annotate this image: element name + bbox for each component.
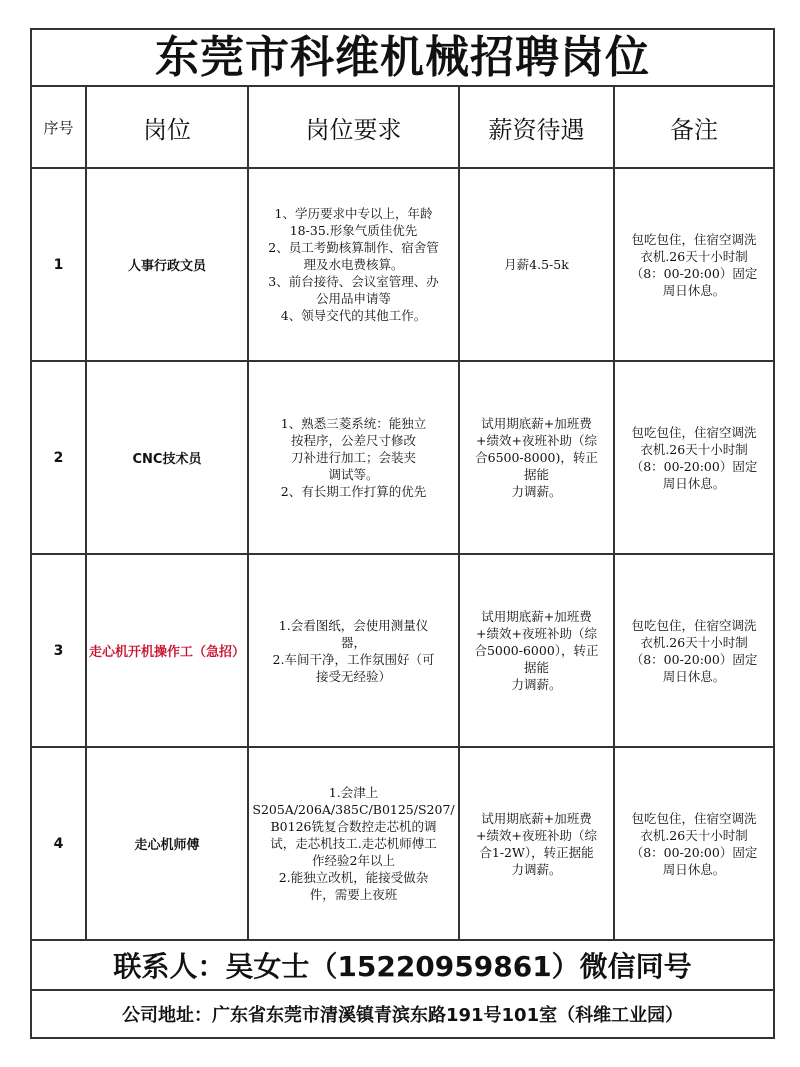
requirements-line: 1、学历要求中专以上，年龄 (274, 206, 433, 221)
salary-line: +绩效+夜班补助（综 (476, 827, 597, 843)
requirements-line: 3、前台接待、会议室管理、办 (268, 274, 439, 289)
notes-line: 衣机.26天十小时制 (640, 441, 748, 457)
notes-line: 包吃包住，住宿空调洗 (631, 424, 757, 440)
salary-line: 合6500-8000)，转正 (475, 450, 598, 465)
notes-line: （8：00-20:00）固定 (630, 651, 758, 667)
salary-line: 力调薪。 (511, 677, 562, 692)
notes-line: 周日休息。 (662, 668, 726, 684)
requirements-line: S205A/206A/385C/B0125/S207/ (252, 802, 455, 817)
row-seq: 2 (31, 361, 86, 554)
requirements-line: 2、有长期工作打算的优先 (280, 484, 427, 499)
row-seq: 4 (31, 747, 86, 940)
notes-line: （8：00-20:00）固定 (630, 458, 758, 474)
salary-line: 试用期底薪+加班费 (481, 609, 592, 624)
salary-line: 合5000-6000），转正 (474, 643, 599, 658)
header-salary: 薪资待遇 (459, 86, 614, 168)
row-notes (614, 747, 774, 940)
salary-line: 试用期底薪+加班费 (481, 416, 592, 431)
row-salary (459, 554, 614, 747)
requirements-line: 2.能独立改机，能接受做杂 (278, 870, 429, 885)
requirements-line: 刀补进行加工；会装夹 (290, 450, 416, 465)
row-requirements (248, 554, 459, 747)
salary-line: 力调薪。 (511, 861, 562, 877)
requirements-line: 1.会看图纸，会使用测量仪 (278, 617, 429, 633)
requirements-line: 试，走芯机技工.走芯机师傅工 (270, 836, 437, 851)
notes-line: 周日休息。 (662, 861, 726, 877)
header-notes: 备注 (614, 86, 774, 168)
requirements-line: 1、熟悉三菱系统：能独立 (280, 416, 427, 431)
requirements-line: 按程序，公差尺寸修改 (290, 433, 416, 448)
company-address: 公司地址：广东省东莞市清溪镇青滨东路191号101室（科维工业园） (31, 990, 774, 1038)
header-position: 岗位 (86, 86, 248, 168)
requirements-line: 接受无经验） (315, 668, 391, 684)
row-salary (459, 168, 614, 361)
salary-line: +绩效+夜班补助（综 (476, 433, 597, 448)
requirements-line: 器， (340, 634, 366, 650)
row-position: CNC技术员 (86, 361, 248, 554)
salary-line: 力调薪。 (511, 484, 562, 499)
requirements-line: 理及水电费核算。 (303, 257, 404, 272)
row-requirements (248, 747, 459, 940)
row-position: 走心机师傅 (86, 747, 248, 940)
row-seq: 3 (31, 554, 86, 747)
row-requirements (248, 168, 459, 361)
salary-line: 据能 (523, 467, 549, 482)
notes-line: 衣机.26天十小时制 (640, 827, 748, 843)
notes-line: 衣机.26天十小时制 (640, 248, 748, 264)
table-row (31, 361, 774, 554)
row-salary (459, 747, 614, 940)
requirements-line: 2.车间干净，工作氛围好（可 (272, 651, 435, 667)
salary-line: 试用期底薪+加班费 (481, 810, 592, 826)
requirements-line: 作经验2年以上 (312, 853, 395, 868)
table-row (31, 747, 774, 940)
requirements-line: 件，需要上夜班 (309, 887, 398, 902)
requirements-line: 公用品申请等 (315, 291, 391, 306)
notes-line: （8：00-20:00）固定 (630, 265, 758, 281)
row-requirements (248, 361, 459, 554)
row-seq: 1 (31, 168, 86, 361)
requirements-line: 调试等。 (328, 467, 379, 482)
table-row (31, 168, 774, 361)
page-title: 东莞市科维机械招聘岗位 (31, 29, 774, 86)
row-salary (459, 361, 614, 554)
requirements-line: 2、员工考勤核算制作、宿舍管 (268, 240, 439, 255)
contact-info: 联系人：吴女士（15220959861）微信同号 (31, 940, 774, 990)
recruitment-table (30, 28, 775, 1039)
table-row (31, 554, 774, 747)
notes-line: 周日休息。 (662, 282, 726, 298)
notes-line: 周日休息。 (662, 475, 726, 491)
notes-line: 衣机.26天十小时制 (640, 634, 748, 650)
header-seq: 序号 (31, 86, 86, 168)
table-header (31, 86, 774, 168)
notes-line: 包吃包住，住宿空调洗 (631, 231, 757, 247)
requirements-line: 4、领导交代的其他工作。 (280, 308, 427, 323)
salary-line: 月薪4.5-5k (504, 257, 569, 272)
requirements-line: 1.会津上 (328, 785, 379, 800)
row-position: 走心机开机操作工（急招） (86, 554, 248, 747)
row-position: 人事行政文员 (86, 168, 248, 361)
row-notes (614, 361, 774, 554)
salary-line: +绩效+夜班补助（综 (476, 626, 597, 641)
notes-line: （8：00-20:00）固定 (630, 844, 758, 860)
header-requirements: 岗位要求 (248, 86, 459, 168)
salary-line: 合1-2W），转正据能 (479, 844, 594, 860)
row-notes (614, 168, 774, 361)
requirements-line: B0126铣复合数控走芯机的调 (270, 819, 437, 834)
requirements-line: 18-35.形象气质佳优先 (289, 223, 418, 238)
row-notes (614, 554, 774, 747)
salary-line: 据能 (523, 660, 549, 675)
notes-line: 包吃包住，住宿空调洗 (631, 810, 757, 826)
notes-line: 包吃包住，住宿空调洗 (631, 617, 757, 633)
